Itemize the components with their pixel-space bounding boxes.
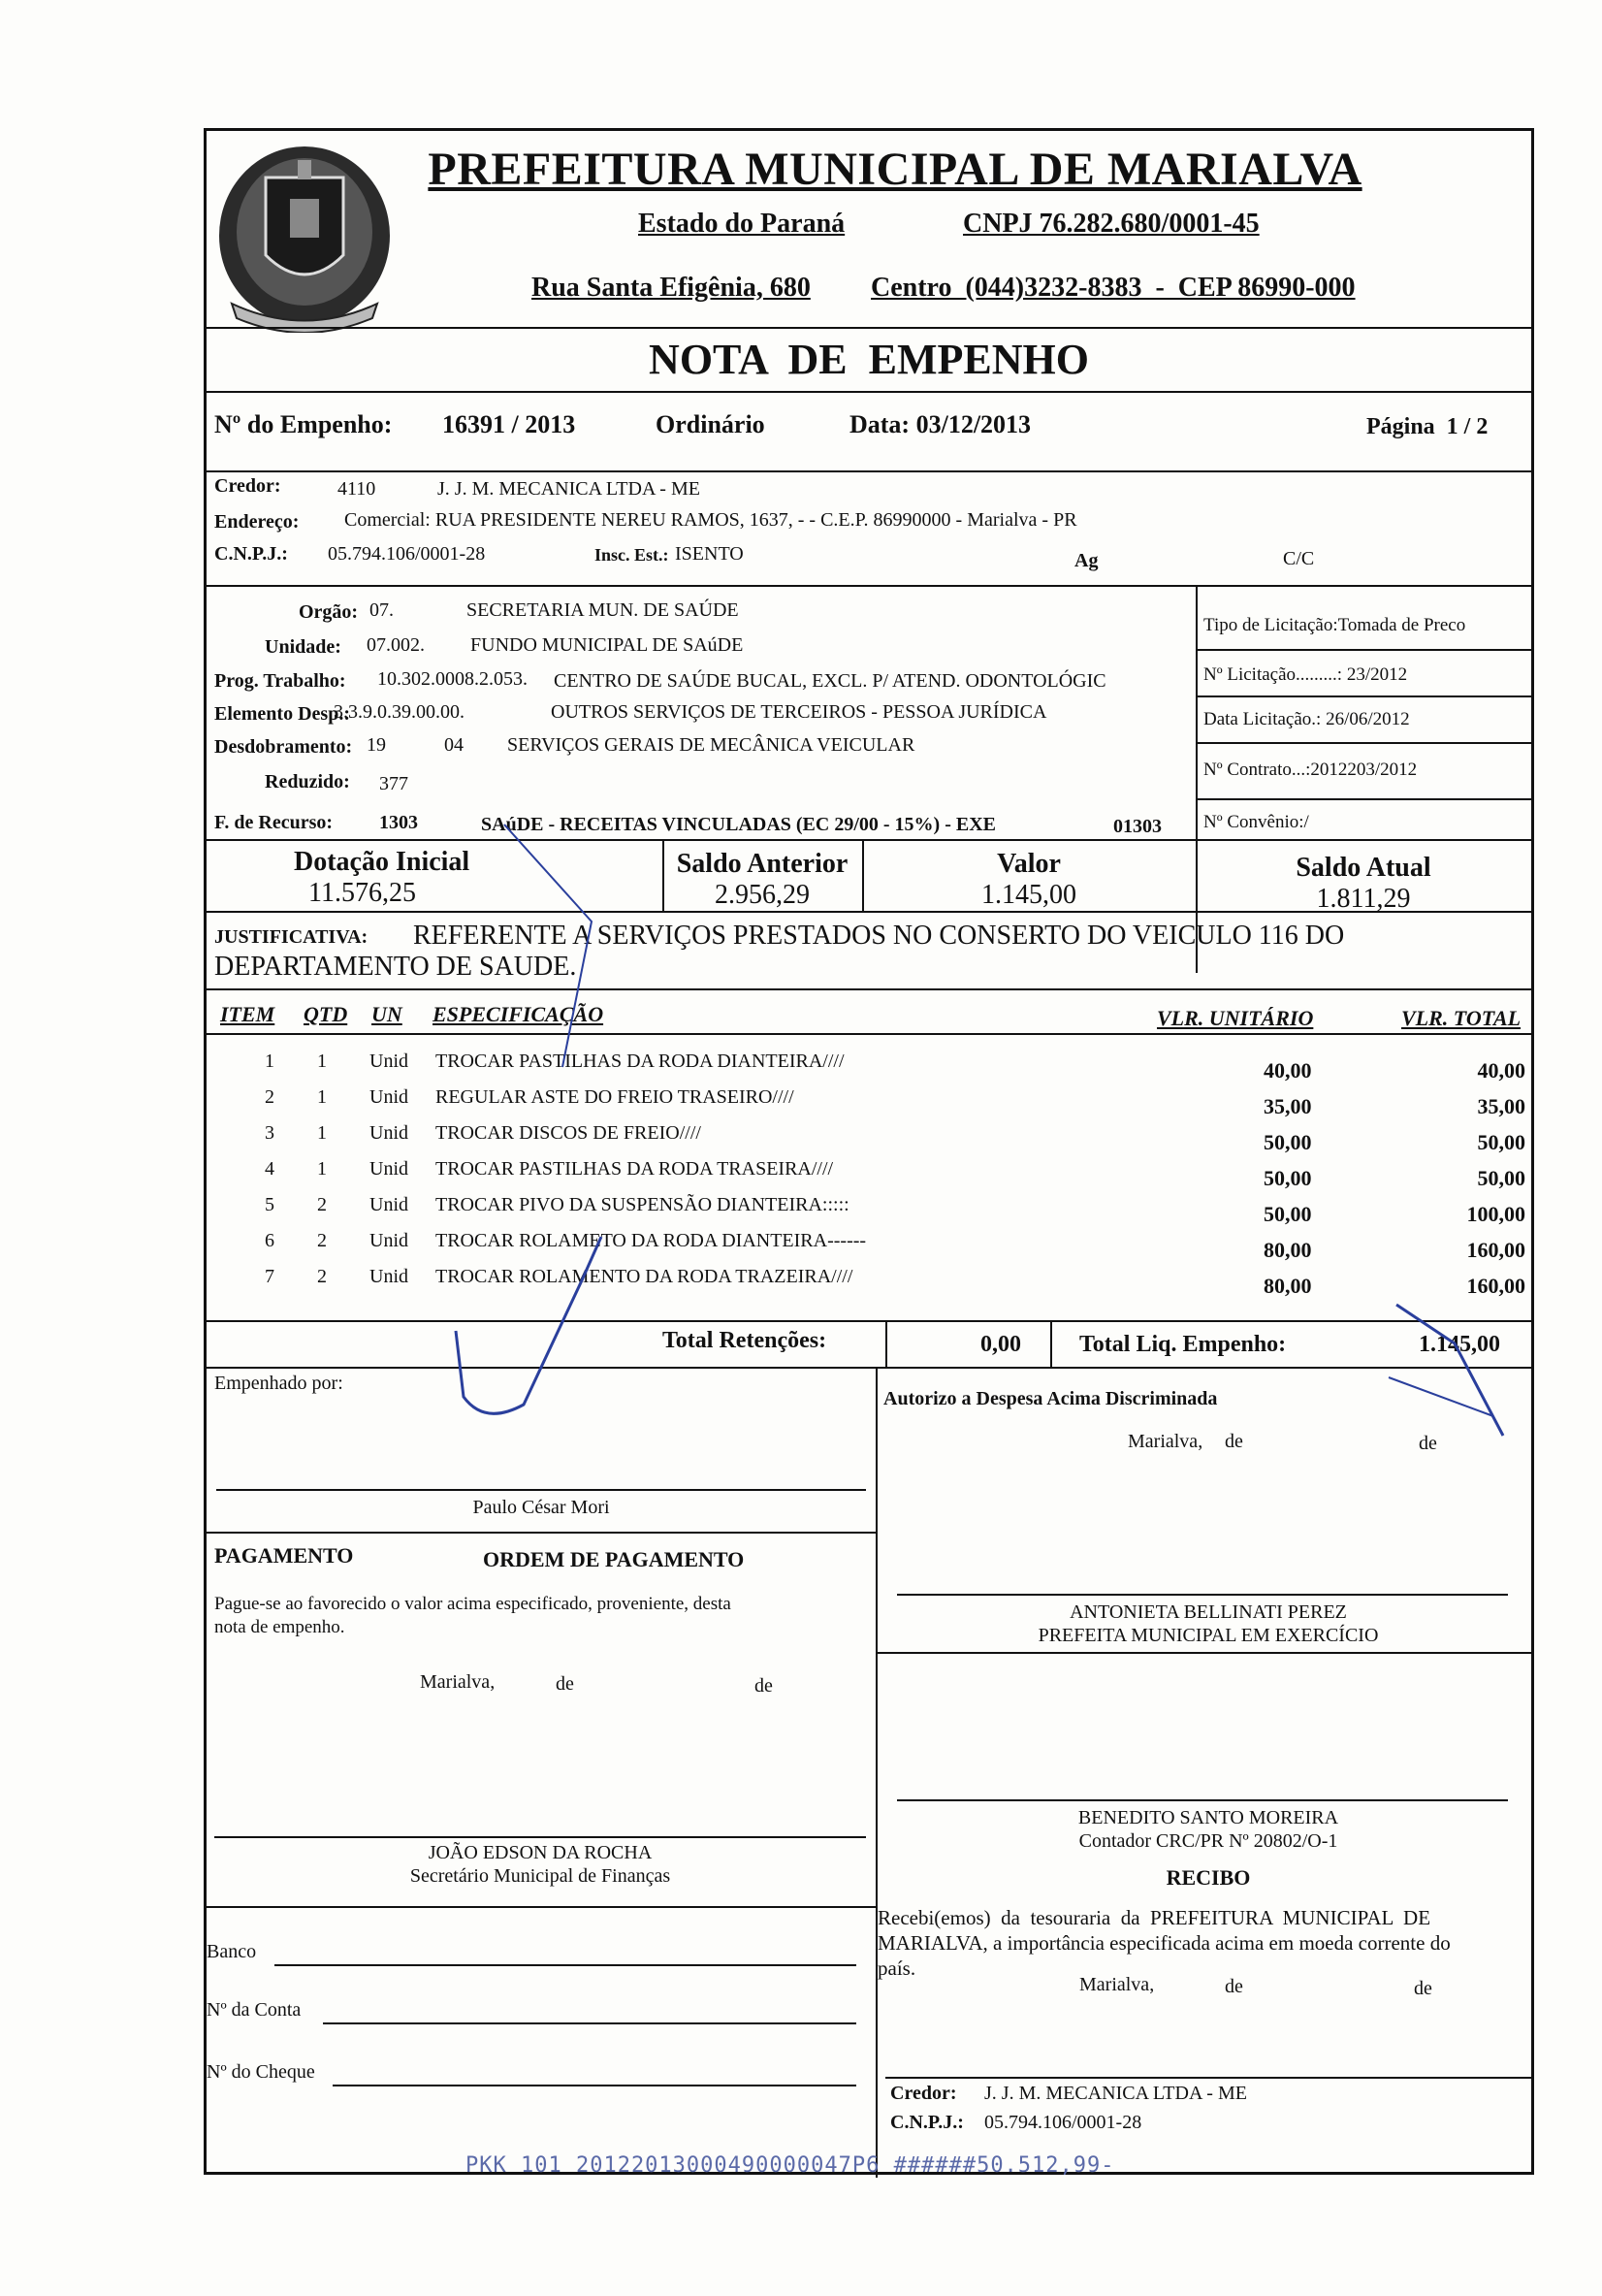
recibo-line-2: MARIALVA, a importância especificada acima em moeda corrente do — [878, 1931, 1451, 1955]
empenhado-name: Paulo César Mori — [472, 1497, 610, 1518]
final-credor-name: J. J. M. MECANICA LTDA - ME — [984, 2083, 1247, 2104]
orgao-code: 07. — [369, 599, 394, 621]
item-row-1 — [207, 1051, 1531, 1085]
district-phone-cep: Centro (044)3232-8383 - CEP 86990-000 — [871, 273, 1356, 303]
item-un: Unid — [369, 1122, 408, 1144]
credor-ie: ISENTO — [675, 543, 744, 565]
pague-line-1: Pague-se ao favorecido o valor acima especificado, proveniente, desta — [214, 1594, 731, 1614]
saldo-anterior-label: Saldo Anterior — [676, 849, 849, 879]
recibo-line-1: Recebi(emos) da tesouraria da PREFEITURA MUNICIPAL DE — [878, 1906, 1431, 1929]
item-desc: TROCAR PIVO DA SUSPENSÃO DIANTEIRA::::: — [435, 1194, 849, 1215]
item-desc: TROCAR ROLAMENTO DA RODA TRAZEIRA//// — [435, 1266, 853, 1287]
empenho-type: Ordinário — [656, 410, 765, 438]
numero-licitacao: Nº Licitação.........: 23/2012 — [1203, 664, 1408, 685]
autorizo-place: Marialva, — [1128, 1431, 1203, 1452]
final-credor-label: Credor: — [890, 2083, 957, 2104]
dotacao-value: 11.576,25 — [308, 878, 416, 908]
col-qtd: QTD — [304, 1002, 348, 1026]
item-row-5 — [207, 1194, 1531, 1229]
empenho-number-label: Nº do Empenho: — [214, 410, 393, 438]
item-number: 1 — [265, 1051, 274, 1072]
reduzido-code: 377 — [379, 773, 408, 794]
item-un: Unid — [369, 1230, 408, 1251]
recurso-code-2: 01303 — [1113, 816, 1162, 837]
city-cnpj: CNPJ 76.282.680/0001-45 — [963, 209, 1260, 239]
item-desc: REGULAR ASTE DO FREIO TRASEIRO//// — [435, 1086, 794, 1108]
item-unit-value: 50,00 — [1264, 1202, 1312, 1226]
item-total-value: 160,00 — [1466, 1274, 1525, 1298]
item-qtd: 1 — [317, 1122, 327, 1144]
item-qtd: 2 — [317, 1266, 327, 1287]
conta-label: Nº da Conta — [207, 1999, 302, 2021]
account-label: C/C — [1283, 548, 1315, 569]
autorizo-label: Autorizo a Despesa Acima Discriminada — [883, 1388, 1218, 1409]
prog-desc: CENTRO DE SAÚDE BUCAL, EXCL. P/ ATEND. ODONTOLÓGIC — [554, 670, 1106, 692]
recibo-de-1: de — [1225, 1976, 1243, 1997]
final-cnpj-label: C.N.P.J.: — [890, 2112, 964, 2133]
col-vlr-total: VLR. TOTAL — [1401, 1006, 1522, 1030]
agency-label: Ag — [1074, 550, 1099, 571]
item-number: 7 — [265, 1266, 274, 1287]
item-total-value: 100,00 — [1466, 1202, 1525, 1226]
recibo-label: RECIBO — [1166, 1865, 1251, 1890]
item-total-value: 40,00 — [1477, 1058, 1525, 1083]
desdobramento-b: 04 — [444, 734, 464, 756]
col-vlr-unitario: VLR. UNITÁRIO — [1157, 1006, 1314, 1030]
banco-label: Banco — [207, 1941, 257, 1962]
item-unit-value: 80,00 — [1264, 1274, 1312, 1298]
valor-value: 1.145,00 — [981, 880, 1076, 910]
recibo-place: Marialva, — [1079, 1974, 1155, 1995]
dotacao-label: Dotação Inicial — [294, 847, 470, 877]
data-licitacao: Data Licitação.: 26/06/2012 — [1203, 709, 1410, 729]
item-row-6 — [207, 1230, 1531, 1265]
nota-de-empenho-document — [204, 128, 1534, 2175]
orgao-desc: SECRETARIA MUN. DE SAÚDE — [466, 599, 739, 621]
recurso-code: 1303 — [379, 812, 418, 833]
unidade-label: Unidade: — [265, 636, 341, 658]
liquido-value: 1.145,00 — [1419, 1332, 1500, 1357]
desdobramento-a: 19 — [367, 734, 386, 756]
item-desc: TROCAR DISCOS DE FREIO//// — [435, 1122, 701, 1144]
item-un: Unid — [369, 1266, 408, 1287]
reduzido-label: Reduzido: — [265, 771, 350, 792]
recurso-label: F. de Recurso: — [214, 812, 334, 833]
orgao-label: Orgão: — [299, 601, 359, 623]
item-total-value: 50,00 — [1477, 1166, 1525, 1190]
pagamento-label: PAGAMENTO — [214, 1543, 354, 1568]
recibo-de-2: de — [1414, 1978, 1432, 1999]
col-item: ITEM — [220, 1002, 275, 1026]
autorizo-de-1: de — [1225, 1431, 1243, 1452]
justificativa-label: JUSTIFICATIVA: — [214, 926, 368, 948]
cheque-label: Nº do Cheque — [207, 2061, 315, 2083]
footer-code: PKK 101 20122013000490000047P6 ######50.512,99- — [465, 2153, 1115, 2178]
item-unit-value: 40,00 — [1264, 1058, 1312, 1083]
desdobramento-desc: SERVIÇOS GERAIS DE MECÂNICA VEICULAR — [507, 734, 915, 756]
prefeita-name: ANTONIETA BELLINATI PEREZ — [1070, 1601, 1347, 1623]
retencoes-value: 0,00 — [980, 1332, 1021, 1357]
item-total-value: 50,00 — [1477, 1130, 1525, 1154]
item-row-4 — [207, 1158, 1531, 1193]
item-qtd: 2 — [317, 1194, 327, 1215]
unidade-desc: FUNDO MUNICIPAL DE SAúDE — [470, 634, 744, 656]
item-un: Unid — [369, 1051, 408, 1072]
contador-name: BENEDITO SANTO MOREIRA — [1077, 1807, 1339, 1828]
item-unit-value: 50,00 — [1264, 1130, 1312, 1154]
saldo-atual-value: 1.811,29 — [1316, 884, 1411, 914]
item-qtd: 1 — [317, 1051, 327, 1072]
state-name: Estado do Paraná — [638, 209, 846, 239]
item-un: Unid — [369, 1158, 408, 1180]
credor-address: Comercial: RUA PRESIDENTE NEREU RAMOS, 1637, - - C.E.P. 86990000 - Marialva - PR — [344, 509, 1077, 531]
credor-cnpj: 05.794.106/0001-28 — [328, 543, 486, 565]
empenho-date: Data: 03/12/2013 — [849, 410, 1032, 438]
col-especificacao: ESPECIFICAÇÃO — [433, 1002, 604, 1026]
item-number: 5 — [265, 1194, 274, 1215]
pagamento-de-2: de — [754, 1675, 773, 1697]
item-desc: TROCAR PASTILHAS DA RODA DIANTEIRA//// — [435, 1051, 845, 1072]
item-unit-value: 35,00 — [1264, 1094, 1312, 1118]
desdobramento-label: Desdobramento: — [214, 736, 353, 758]
prog-label: Prog. Trabalho: — [214, 670, 346, 692]
empenho-number: 16391 / 2013 — [442, 410, 576, 438]
numero-contrato: Nº Contrato...:2012203/2012 — [1203, 760, 1418, 780]
item-desc: TROCAR PASTILHAS DA RODA TRASEIRA//// — [435, 1158, 834, 1180]
elemento-desc: OUTROS SERVIÇOS DE TERCEIROS - PESSOA JURÍDICA — [551, 701, 1047, 723]
credor-name: J. J. M. MECANICA LTDA - ME — [437, 478, 700, 500]
page-number: Página 1 / 2 — [1366, 414, 1489, 439]
credor-cnpj-label: C.N.P.J.: — [214, 543, 288, 565]
item-number: 3 — [265, 1122, 274, 1144]
item-desc: TROCAR ROLAMETO DA RODA DIANTEIRA------ — [435, 1230, 867, 1251]
justificativa-line-1: REFERENTE A SERVIÇOS PRESTADOS NO CONSERTO DO VEICULO 116 DO — [413, 921, 1345, 951]
item-row-7 — [207, 1266, 1531, 1301]
autorizo-de-2: de — [1419, 1433, 1437, 1454]
pague-line-2: nota de empenho. — [214, 1617, 345, 1637]
prog-code: 10.302.0008.2.053. — [377, 668, 528, 690]
final-cnpj: 05.794.106/0001-28 — [984, 2112, 1142, 2133]
liquido-label: Total Liq. Empenho: — [1079, 1332, 1287, 1357]
ordem-pagamento-label: ORDEM DE PAGAMENTO — [483, 1547, 745, 1571]
address-label: Endereço: — [214, 511, 300, 533]
item-number: 4 — [265, 1158, 274, 1180]
col-un: UN — [371, 1002, 402, 1026]
secretario-title: Secretário Municipal de Finanças — [409, 1865, 671, 1887]
item-number: 2 — [265, 1086, 274, 1108]
empenhado-por-label: Empenhado por: — [214, 1373, 343, 1394]
item-qtd: 1 — [317, 1086, 327, 1108]
saldo-atual-label: Saldo Atual — [1296, 853, 1431, 883]
item-total-value: 35,00 — [1477, 1094, 1525, 1118]
retencoes-label: Total Retenções: — [662, 1328, 827, 1353]
ie-label: Insc. Est.: — [594, 545, 669, 565]
credor-code: 4110 — [337, 478, 376, 500]
unidade-code: 07.002. — [367, 634, 425, 656]
item-unit-value: 50,00 — [1264, 1166, 1312, 1190]
secretario-name: JOÃO EDSON DA ROCHA — [428, 1842, 653, 1863]
item-row-3 — [207, 1122, 1531, 1157]
recurso-desc: SAúDE - RECEITAS VINCULADAS (EC 29/00 - 15%) - EXE — [481, 814, 996, 835]
page-title: PREFEITURA MUNICIPAL DE MARIALVA — [428, 144, 1362, 195]
recibo-line-3: país. — [878, 1956, 916, 1980]
saldo-anterior-value: 2.956,29 — [715, 880, 810, 910]
item-qtd: 2 — [317, 1230, 327, 1251]
numero-convenio: Nº Convênio:/ — [1203, 812, 1309, 832]
pagamento-place: Marialva, — [420, 1671, 496, 1693]
prefeita-title: PREFEITA MUNICIPAL EM EXERCÍCIO — [1038, 1625, 1379, 1646]
elemento-code: 3.3.9.0.39.00.00. — [334, 701, 465, 723]
coat-of-arms-logo — [212, 139, 397, 333]
item-number: 6 — [265, 1230, 274, 1251]
elemento-label: Elemento Desp.: — [214, 703, 350, 725]
item-un: Unid — [369, 1194, 408, 1215]
item-row-2 — [207, 1086, 1531, 1121]
justificativa-line-2: DEPARTAMENTO DE SAUDE. — [214, 952, 577, 982]
item-un: Unid — [369, 1086, 408, 1108]
street-address: Rua Santa Efigênia, 680 — [531, 273, 811, 303]
valor-label: Valor — [997, 849, 1061, 879]
pagamento-de-1: de — [556, 1673, 574, 1695]
item-qtd: 1 — [317, 1158, 327, 1180]
credor-label: Credor: — [214, 475, 281, 497]
document-title: NOTA DE EMPENHO — [649, 336, 1089, 383]
tipo-licitacao: Tipo de Licitação:Tomada de Preco — [1203, 615, 1466, 635]
contador-title: Contador CRC/PR Nº 20802/O-1 — [1078, 1830, 1338, 1852]
item-unit-value: 80,00 — [1264, 1238, 1312, 1262]
item-total-value: 160,00 — [1466, 1238, 1525, 1262]
